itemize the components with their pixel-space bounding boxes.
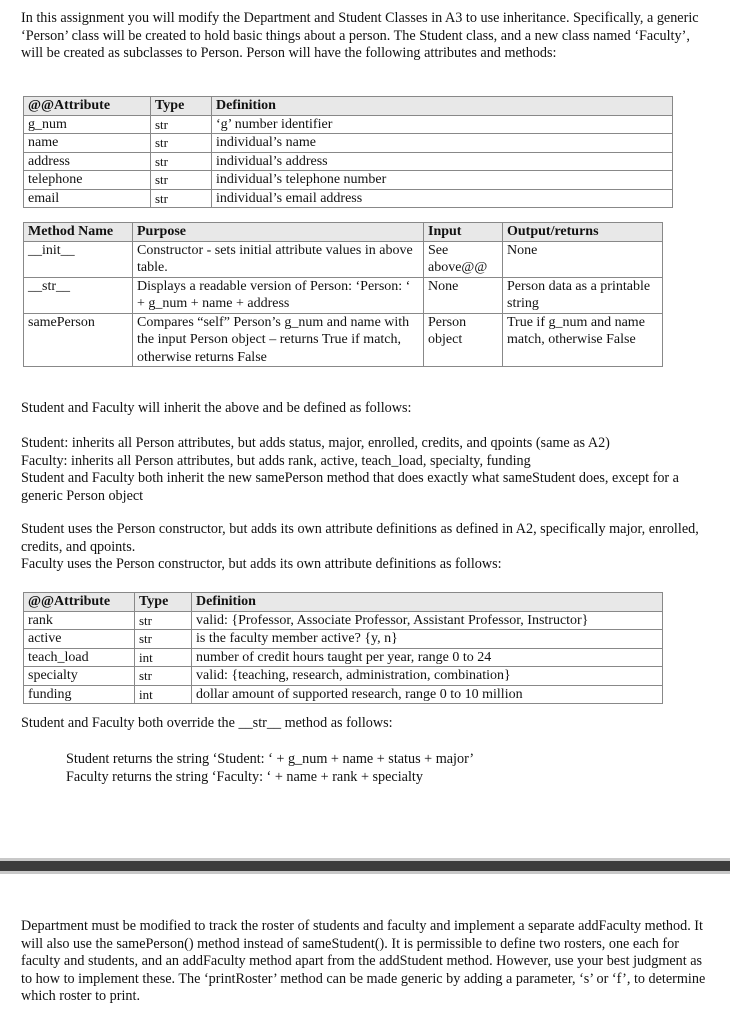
type-cell: str: [135, 611, 192, 630]
input-cell: Person object: [424, 313, 503, 367]
table-row: [24, 313, 663, 367]
table-row: [24, 241, 663, 277]
column-header: Purpose: [133, 223, 424, 242]
column-header: Type: [151, 97, 212, 116]
attribute-cell: rank: [24, 611, 135, 630]
input-cell: None: [424, 277, 503, 313]
output-cell: Person data as a printable string: [503, 277, 663, 313]
page-divider-light: [0, 871, 730, 874]
attribute-cell: active: [24, 630, 135, 649]
department-paragraph: Department must be modified to track the roster of students and faculty and implement a separate addFaculty method. It will also use the samePerson() method instead of sameStudent(). It is permissible to define two rosters, one each for faculty and students, and an addFaculty method apart from the addStudent method. However, use your best judgment as to how to implement these. The ‘printRoster’ method can be made generic by adding a parameter, ‘s’ or ‘f’, to determine which roster to print.: [21, 918, 706, 1004]
type-cell: str: [151, 115, 212, 134]
input-cell: See above@@: [424, 241, 503, 277]
column-header: @@Attribute: [24, 593, 135, 612]
type-cell: str: [151, 171, 212, 190]
attribute-cell: address: [24, 152, 151, 171]
definition-cell: individual’s telephone number: [212, 171, 673, 190]
override-intro: Student and Faculty both override the __str__ method as follows:: [21, 715, 393, 731]
inherit-intro: Student and Faculty will inherit the above and be defined as follows:: [21, 400, 412, 416]
column-header: Definition: [212, 97, 673, 116]
student-constructor-note: Student uses the Person constructor, but adds its own attribute definitions as defined in A2, specifically major, enrolled, credits, and qpoints.: [21, 521, 699, 555]
table-row: [24, 189, 673, 208]
definition-cell: dollar amount of supported research, range 0 to 10 million: [192, 685, 663, 704]
method-table: [23, 222, 663, 367]
type-cell: str: [151, 134, 212, 153]
column-header: Method Name: [24, 223, 133, 242]
table-row: [24, 611, 663, 630]
definition-cell: ‘g’ number identifier: [212, 115, 673, 134]
student-str-return: Student returns the string ‘Student: ‘ + g_num + name + status + major’: [66, 751, 475, 767]
type-cell: int: [135, 685, 192, 704]
table-row: [24, 152, 673, 171]
table-row: [24, 134, 673, 153]
purpose-cell: Displays a readable version of Person: ‘Person: ‘ + g_num + name + address: [133, 277, 424, 313]
method-name-cell: samePerson: [24, 313, 133, 367]
definition-cell: valid: {teaching, research, administration, combination}: [192, 667, 663, 686]
constructor-section: [21, 521, 711, 574]
definition-cell: is the faculty member active? {y, n}: [192, 630, 663, 649]
attribute-cell: g_num: [24, 115, 151, 134]
table-row: [24, 685, 663, 704]
output-cell: None: [503, 241, 663, 277]
column-header: Output/returns: [503, 223, 663, 242]
faculty-constructor-note: Faculty uses the Person constructor, but adds its own attribute definitions as follows:: [21, 556, 502, 572]
definition-cell: individual’s name: [212, 134, 673, 153]
attribute-cell: funding: [24, 685, 135, 704]
purpose-cell: Constructor - sets initial attribute values in above table.: [133, 241, 424, 277]
table-row: [24, 648, 663, 667]
column-header: Input: [424, 223, 503, 242]
definition-cell: individual’s email address: [212, 189, 673, 208]
column-header: Definition: [192, 593, 663, 612]
type-cell: str: [151, 189, 212, 208]
method-name-cell: __init__: [24, 241, 133, 277]
attribute-cell: teach_load: [24, 648, 135, 667]
purpose-cell: Compares “self” Person’s g_num and name with the input Person object – returns True if match, otherwise returns False: [133, 313, 424, 367]
output-cell: True if g_num and name match, otherwise False: [503, 313, 663, 367]
faculty-str-return: Faculty returns the string ‘Faculty: ‘ + name + rank + specialty: [66, 768, 423, 785]
faculty-attribute-table: [23, 592, 663, 704]
str-override-list: [66, 751, 706, 786]
student-definition: Student: inherits all Person attributes, but adds status, major, enrolled, credits, and qpoints (same as A2): [21, 435, 610, 451]
definition-cell: individual’s address: [212, 152, 673, 171]
method-name-cell: __str__: [24, 277, 133, 313]
intro-paragraph: In this assignment you will modify the Department and Student Classes in A3 to use inheritance. Specifically, a generic ‘Person’ class will be created to hold basic things about a person. The Student class, and a new class named ‘Faculty’, will be created as subclasses to Person. Person will have the following attributes and methods:: [21, 10, 699, 61]
column-header: @@Attribute: [24, 97, 151, 116]
page-divider-dark: [0, 861, 730, 871]
column-header: Type: [135, 593, 192, 612]
type-cell: int: [135, 648, 192, 667]
subclass-definitions: [21, 435, 711, 505]
attribute-cell: specialty: [24, 667, 135, 686]
table-row: [24, 630, 663, 649]
table-row: [24, 171, 673, 190]
person-attribute-table: [23, 96, 673, 208]
type-cell: str: [151, 152, 212, 171]
attribute-cell: email: [24, 189, 151, 208]
faculty-definition: Faculty: inherits all Person attributes, but adds rank, active, teach_load, specialty, funding: [21, 452, 531, 469]
table-row: [24, 115, 673, 134]
definition-cell: valid: {Professor, Associate Professor, Assistant Professor, Instructor}: [192, 611, 663, 630]
attribute-cell: name: [24, 134, 151, 153]
table-row: [24, 667, 663, 686]
same-person-note: Student and Faculty both inherit the new samePerson method that does exactly what sameStudent does, except for a generic Person object: [21, 470, 679, 504]
attribute-cell: telephone: [24, 171, 151, 190]
table-row: [24, 277, 663, 313]
type-cell: str: [135, 667, 192, 686]
definition-cell: number of credit hours taught per year, range 0 to 24: [192, 648, 663, 667]
type-cell: str: [135, 630, 192, 649]
